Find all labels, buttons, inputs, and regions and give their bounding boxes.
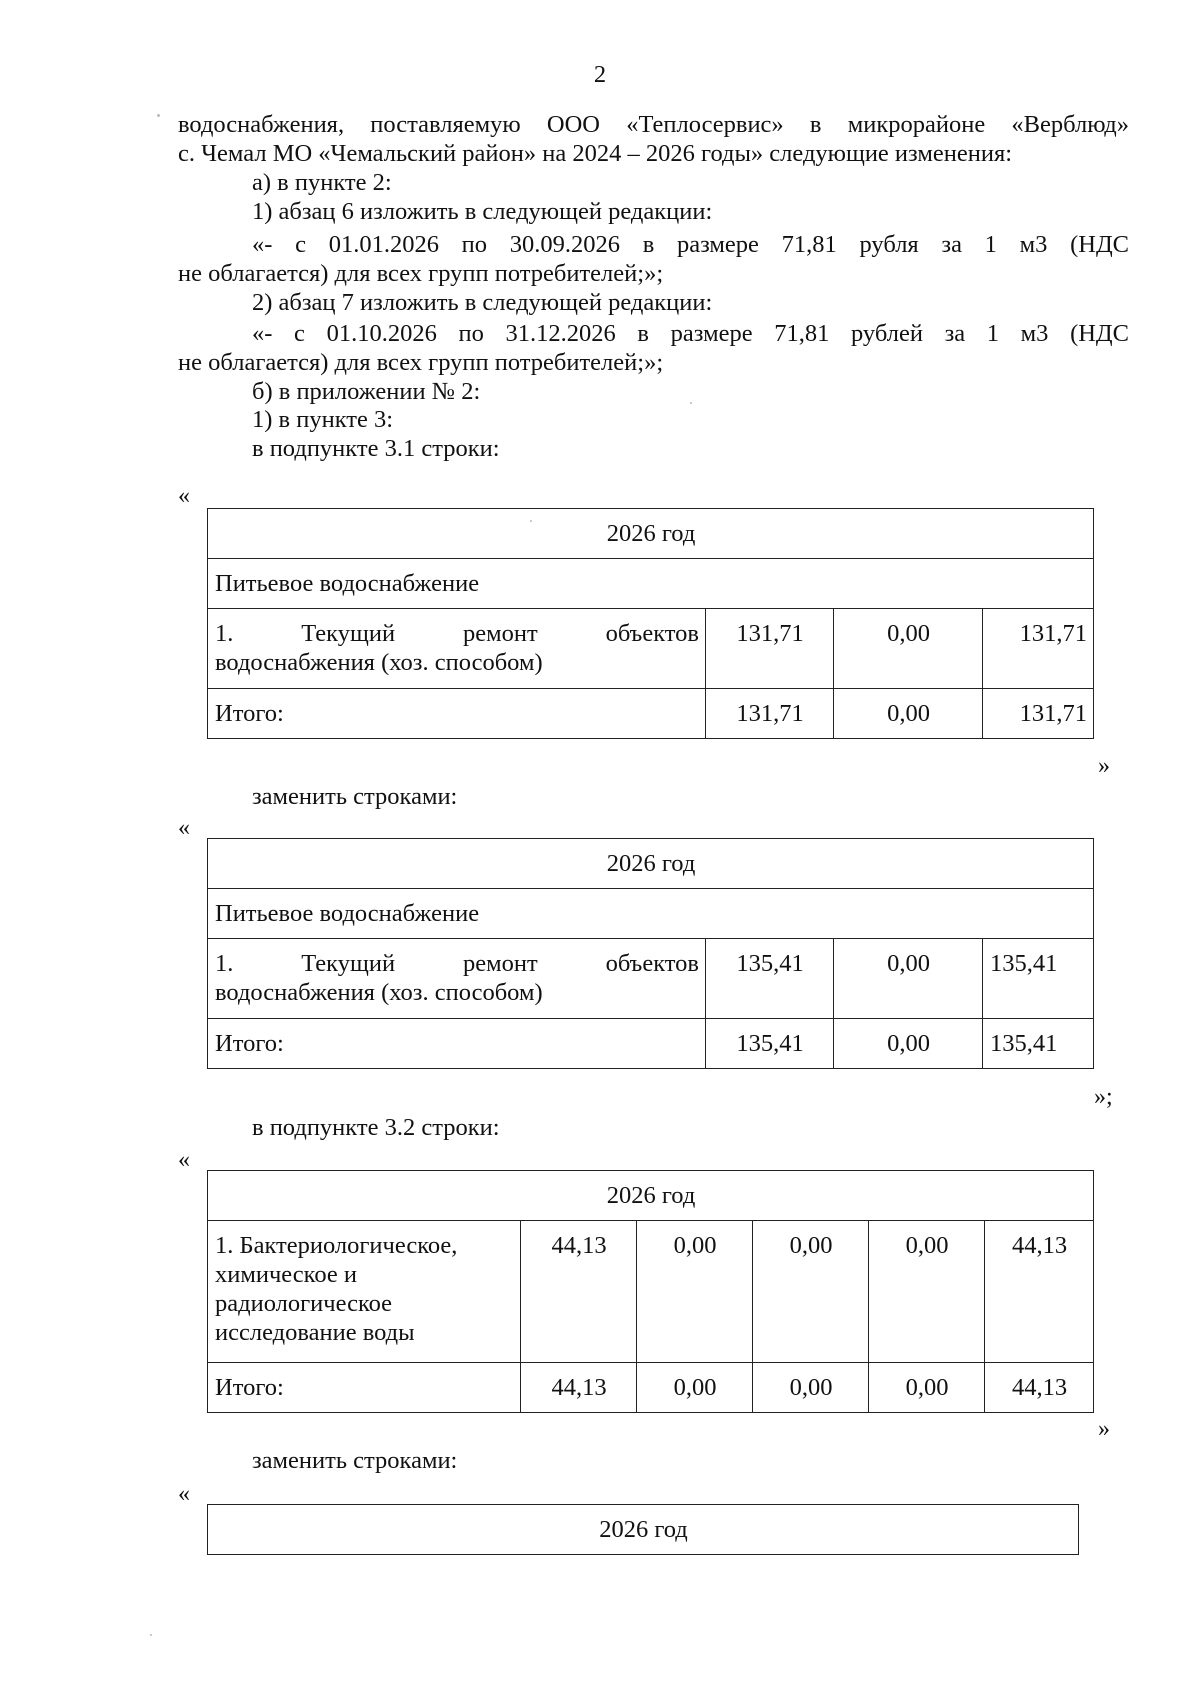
- cell-value: 0,00: [753, 1221, 869, 1363]
- table-row: [208, 1505, 1079, 1555]
- item-a2: 2) абзац 7 изложить в следующей редакции:: [252, 289, 713, 316]
- row-label-line-2: водоснабжения (хоз. способом): [215, 649, 543, 676]
- open-quote-4: «: [178, 1481, 190, 1507]
- cell-value: 135,41: [983, 939, 1094, 1019]
- cell-value: 135,41: [706, 1019, 834, 1069]
- table-year-header: 2026 год: [208, 839, 1094, 889]
- table-3-2-replacement: [207, 1504, 1079, 1555]
- cell-value: 131,71: [706, 609, 834, 689]
- label-word: объектов: [605, 950, 699, 977]
- item-a: а) в пункте 2:: [252, 169, 392, 196]
- cell-value: 0,00: [834, 609, 983, 689]
- cell-value: 44,13: [521, 1363, 637, 1413]
- subpoint-3-1: в подпункте 3.1 строки:: [252, 435, 500, 462]
- item-b1: 1) в пункте 3:: [252, 406, 394, 433]
- cell-value: 44,13: [985, 1221, 1094, 1363]
- cell-value: 44,13: [521, 1221, 637, 1363]
- table-year-header: 2026 год: [208, 1505, 1079, 1555]
- table-row: [208, 1171, 1094, 1221]
- quote2-line-2: не облагается) для всех групп потребителей;»;: [178, 349, 664, 376]
- table-year-header: 2026 год: [208, 1171, 1094, 1221]
- row-label-line-1: [215, 949, 699, 978]
- label-word: Текущий: [301, 620, 396, 647]
- label-word: Текущий: [301, 950, 396, 977]
- cell-value: 0,00: [834, 939, 983, 1019]
- row-label: [208, 939, 706, 1019]
- table-row: [208, 1221, 1094, 1363]
- table-3-1-replacement: [207, 838, 1094, 1069]
- scan-speck: [157, 114, 160, 117]
- cell-value: 135,41: [706, 939, 834, 1019]
- cell-value: 135,41: [983, 1019, 1094, 1069]
- table-row: [208, 1019, 1094, 1069]
- label-word: ремонт: [462, 620, 538, 647]
- table-row: [208, 509, 1094, 559]
- table-3-1-original: [207, 508, 1094, 739]
- cell-value: 131,71: [983, 609, 1094, 689]
- row-label-line-3: радиологическое: [215, 1290, 393, 1317]
- cell-value: 0,00: [869, 1363, 985, 1413]
- total-label: Итого:: [208, 1363, 521, 1413]
- replace-label-2: заменить строками:: [252, 1447, 458, 1474]
- open-quote-2: «: [178, 815, 190, 841]
- close-quote-2: »;: [1094, 1084, 1113, 1110]
- table-row: [208, 1363, 1094, 1413]
- cell-value: 0,00: [834, 689, 983, 739]
- table-year-header: 2026 год: [208, 509, 1094, 559]
- label-word: ремонт: [462, 950, 538, 977]
- table-row: [208, 889, 1094, 939]
- cell-value: 0,00: [637, 1363, 753, 1413]
- close-quote-1: »: [1098, 753, 1110, 779]
- open-quote-3: «: [178, 1147, 190, 1173]
- label-word: 1.: [215, 950, 234, 977]
- cell-value: 0,00: [637, 1221, 753, 1363]
- table-section: Питьевое водоснабжение: [208, 559, 1094, 609]
- quote1-line-1: «- с 01.01.2026 по 30.09.2026 в размере 71,81 рубля за 1 м3 (НДС: [252, 231, 1129, 258]
- scan-speck: [530, 520, 532, 522]
- table-row: [208, 839, 1094, 889]
- cell-value: 131,71: [706, 689, 834, 739]
- item-b: б) в приложении № 2:: [252, 378, 481, 405]
- page-number: 2: [593, 61, 607, 88]
- table-row: [208, 939, 1094, 1019]
- row-label: [208, 609, 706, 689]
- row-label-line-4: исследование воды: [215, 1319, 415, 1346]
- table-row: [208, 689, 1094, 739]
- subpoint-3-2: в подпункте 3.2 строки:: [252, 1114, 500, 1141]
- label-word: 1.: [215, 620, 234, 647]
- replace-label-1: заменить строками:: [252, 783, 458, 810]
- table-row: [208, 559, 1094, 609]
- close-quote-3: »: [1098, 1416, 1110, 1442]
- label-word: объектов: [605, 620, 699, 647]
- cell-value: 44,13: [985, 1363, 1094, 1413]
- total-label: Итого:: [208, 689, 706, 739]
- open-quote-1: «: [178, 483, 190, 509]
- item-a1: 1) абзац 6 изложить в следующей редакции:: [252, 198, 713, 225]
- scan-speck: [150, 1634, 152, 1636]
- quote1-line-2: не облагается) для всех групп потребителей;»;: [178, 260, 664, 287]
- table-section: Питьевое водоснабжение: [208, 889, 1094, 939]
- row-label-line-1: 1. Бактериологическое,: [215, 1232, 458, 1259]
- table-row: [208, 609, 1094, 689]
- cell-value: 0,00: [869, 1221, 985, 1363]
- intro-line-1: водоснабжения, поставляемую ООО «Теплосервис» в микрорайоне «Верблюд»: [178, 111, 1129, 138]
- scan-speck: [690, 402, 692, 404]
- table-3-2-original: [207, 1170, 1094, 1413]
- quote2-line-1: «- с 01.10.2026 по 31.12.2026 в размере 71,81 рублей за 1 м3 (НДС: [252, 320, 1129, 347]
- total-label: Итого:: [208, 1019, 706, 1069]
- cell-value: 131,71: [983, 689, 1094, 739]
- cell-value: 0,00: [753, 1363, 869, 1413]
- row-label-line-2: водоснабжения (хоз. способом): [215, 979, 543, 1006]
- intro-line-2: с. Чемал МО «Чемальский район» на 2024 – 2026 годы» следующие изменения:: [178, 140, 1013, 167]
- row-label-line-2: химическое и: [215, 1261, 357, 1288]
- cell-value: 0,00: [834, 1019, 983, 1069]
- row-label: [208, 1221, 521, 1363]
- row-label-line-1: [215, 619, 699, 648]
